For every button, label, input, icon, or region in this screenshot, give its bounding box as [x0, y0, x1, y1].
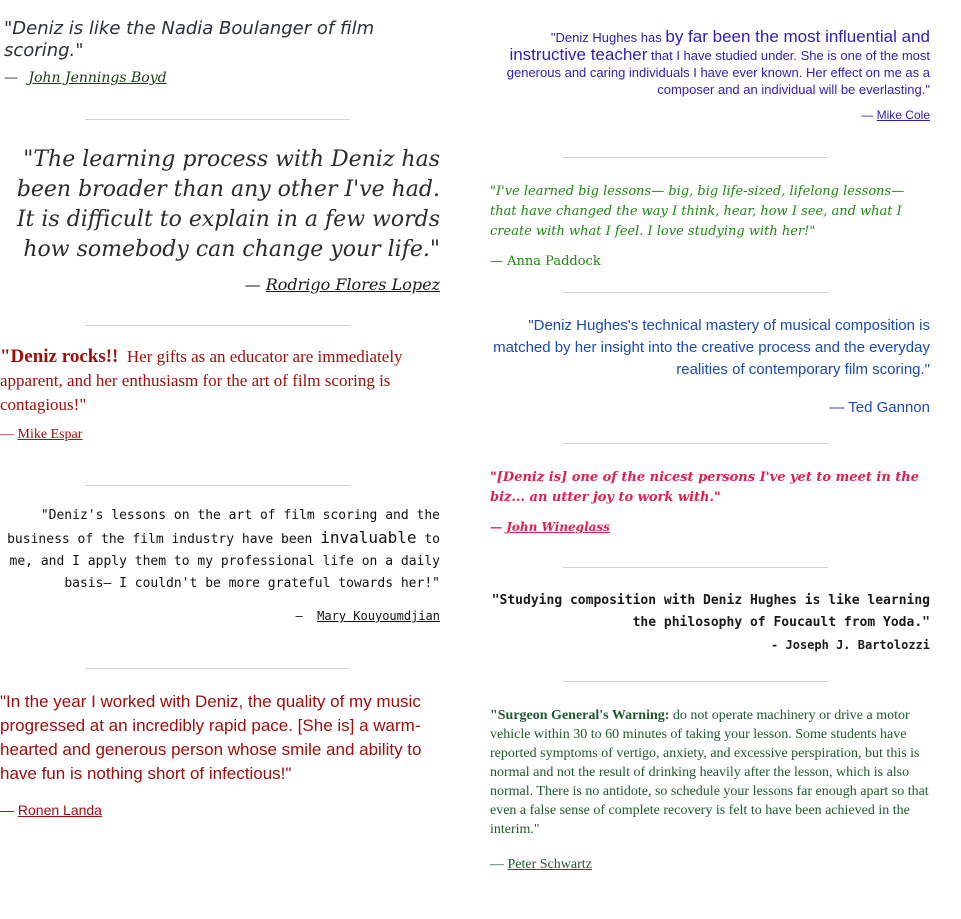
testimonial-attribution [490, 254, 920, 269]
author-link-peter-schwartz[interactable]: Peter Schwartz [507, 857, 592, 872]
author-link-john-wineglass[interactable]: John Wineglass [506, 520, 610, 534]
attribution-dash: — [0, 427, 14, 442]
testimonial-kouyoumdjian [0, 505, 440, 623]
author-link-mike-espar[interactable]: Mike Espar [17, 427, 83, 442]
testimonial-lopez [0, 145, 440, 294]
author-link-john-jennings-boyd[interactable]: John Jennings Boyd [28, 70, 167, 86]
testimonial-attribution [490, 520, 930, 534]
testimonial-schwartz [490, 706, 930, 873]
attribution-dash: — [490, 254, 503, 269]
testimonial-quote: "I've learned big lessons— big, big life-sized, lifelong lessons— that have changed the way I think, hear, how I see, and what I create with what I feel. I love studying with her!" [490, 184, 905, 239]
testimonial-gannon [478, 315, 930, 416]
author-name-ted-gannon: Ted Gannon [848, 399, 930, 416]
attribution-dash: — [0, 802, 14, 818]
testimonial-quote [0, 505, 440, 595]
testimonial-landa [0, 690, 445, 818]
quote-rest: Her gifts as an educator are immediately apparent, and her enthusiasm for the art of film scoring is contagious!" [0, 347, 403, 414]
testimonial-paddock [490, 182, 920, 269]
separator [563, 567, 828, 568]
testimonial-attribution [0, 802, 445, 818]
quote-lead: "Surgeon General's Warning: [490, 708, 670, 723]
attribution-dash: - [771, 638, 779, 652]
attribution-dash: — [295, 609, 303, 623]
quote-part: "Deniz Hughes has [550, 30, 662, 45]
testimonial-quote: "[Deniz is] one of the nicest persons I've yet to meet in the biz... an utter joy to work with." [490, 470, 920, 505]
testimonial-attribution [478, 108, 930, 122]
testimonial-quote [0, 345, 450, 417]
attribution-dash: — [490, 520, 502, 534]
separator [563, 681, 828, 682]
testimonial-quote: "In the year I worked with Deniz, the quality of my music progressed at an incredibly rapid pace. [She is] a warm-hearted and generous person whose smile and ability to have fun is nothing short of infectious!" [0, 692, 422, 783]
testimonial-quote: "Deniz Hughes's technical mastery of musical composition is matched by her insight into the creative process and the everyday realities of contemporary film scoring." [493, 317, 930, 378]
separator [85, 325, 350, 326]
attribution-dash: — [861, 108, 874, 122]
testimonial-attribution [0, 427, 450, 443]
testimonial-espar [0, 345, 450, 443]
separator [85, 668, 350, 669]
author-link-mike-cole[interactable]: Mike Cole [876, 108, 930, 122]
testimonial-quote [490, 706, 930, 839]
testimonial-attribution [478, 399, 930, 416]
testimonial-quote: "Studying composition with Deniz Hughes is like learning the philosophy of Foucault from Yoda." [491, 593, 930, 630]
testimonial-boyd [4, 18, 384, 86]
testimonial-quote: "Deniz is like the Nadia Boulanger of film scoring." [4, 18, 375, 61]
author-link-ronen-landa[interactable]: Ronen Landa [17, 802, 102, 818]
attribution-dash: — [4, 70, 18, 86]
quote-emphasis: by far been the most influential and instructive teacher [509, 27, 930, 64]
attribution-dash: — [829, 399, 845, 416]
testimonial-cole [478, 28, 930, 122]
testimonial-quote [478, 28, 930, 98]
separator [563, 292, 828, 293]
attribution-dash: — [244, 275, 261, 294]
testimonial-attribution [4, 70, 384, 86]
testimonial-attribution [0, 275, 440, 294]
author-link-rodrigo-flores-lopez[interactable]: Rodrigo Flores Lopez [265, 275, 440, 294]
quote-part: "Deniz's lessons on the art of film scoring and the business of the film industry have been [7, 508, 440, 547]
quote-emphasis: invaluable [320, 528, 417, 547]
author-name-joseph-bartolozzi: Joseph J. Bartolozzi [785, 638, 930, 652]
quote-rest: do not operate machinery or drive a motor vehicle within 30 to 60 minutes of taking your lesson. Some students have reported symptoms of vertigo, anxiety, and excessive perspiration, but this is normal and not the result of drinking heavily after the lesson, which is also normal. There is no antidote, so schedule your lessons far enough apart so that even a false sense of complete recovery is felt to have been achieved in the interim." [490, 708, 929, 837]
attribution-dash: — [490, 857, 504, 872]
author-link-mary-kouyoumdjian[interactable]: Mary Kouyoumdjian [317, 609, 440, 623]
testimonial-attribution [490, 857, 930, 873]
separator [563, 443, 828, 444]
quote-lead: "Deniz rocks!! [0, 346, 119, 367]
quote-part: to me, and I apply them to my professional life on a daily basis— I couldn't be more grateful towards her!" [9, 532, 440, 591]
quote-part: that I have studied under. She is one of the most generous and caring individuals I have ever known. Her effect on me as a composer and an individual will be everlasting." [506, 48, 930, 97]
testimonial-wineglass [490, 468, 930, 534]
separator [85, 485, 350, 486]
author-name-anna-paddock: Anna Paddock [507, 254, 601, 269]
testimonial-attribution [0, 609, 440, 623]
testimonial-bartolozzi [478, 590, 930, 652]
testimonial-attribution [478, 638, 930, 652]
separator [563, 157, 828, 158]
testimonial-quote: "The learning process with Deniz has been broader than any other I've had. It is difficult to explain in a few words how somebody can change your life." [16, 147, 440, 262]
separator [85, 119, 350, 120]
